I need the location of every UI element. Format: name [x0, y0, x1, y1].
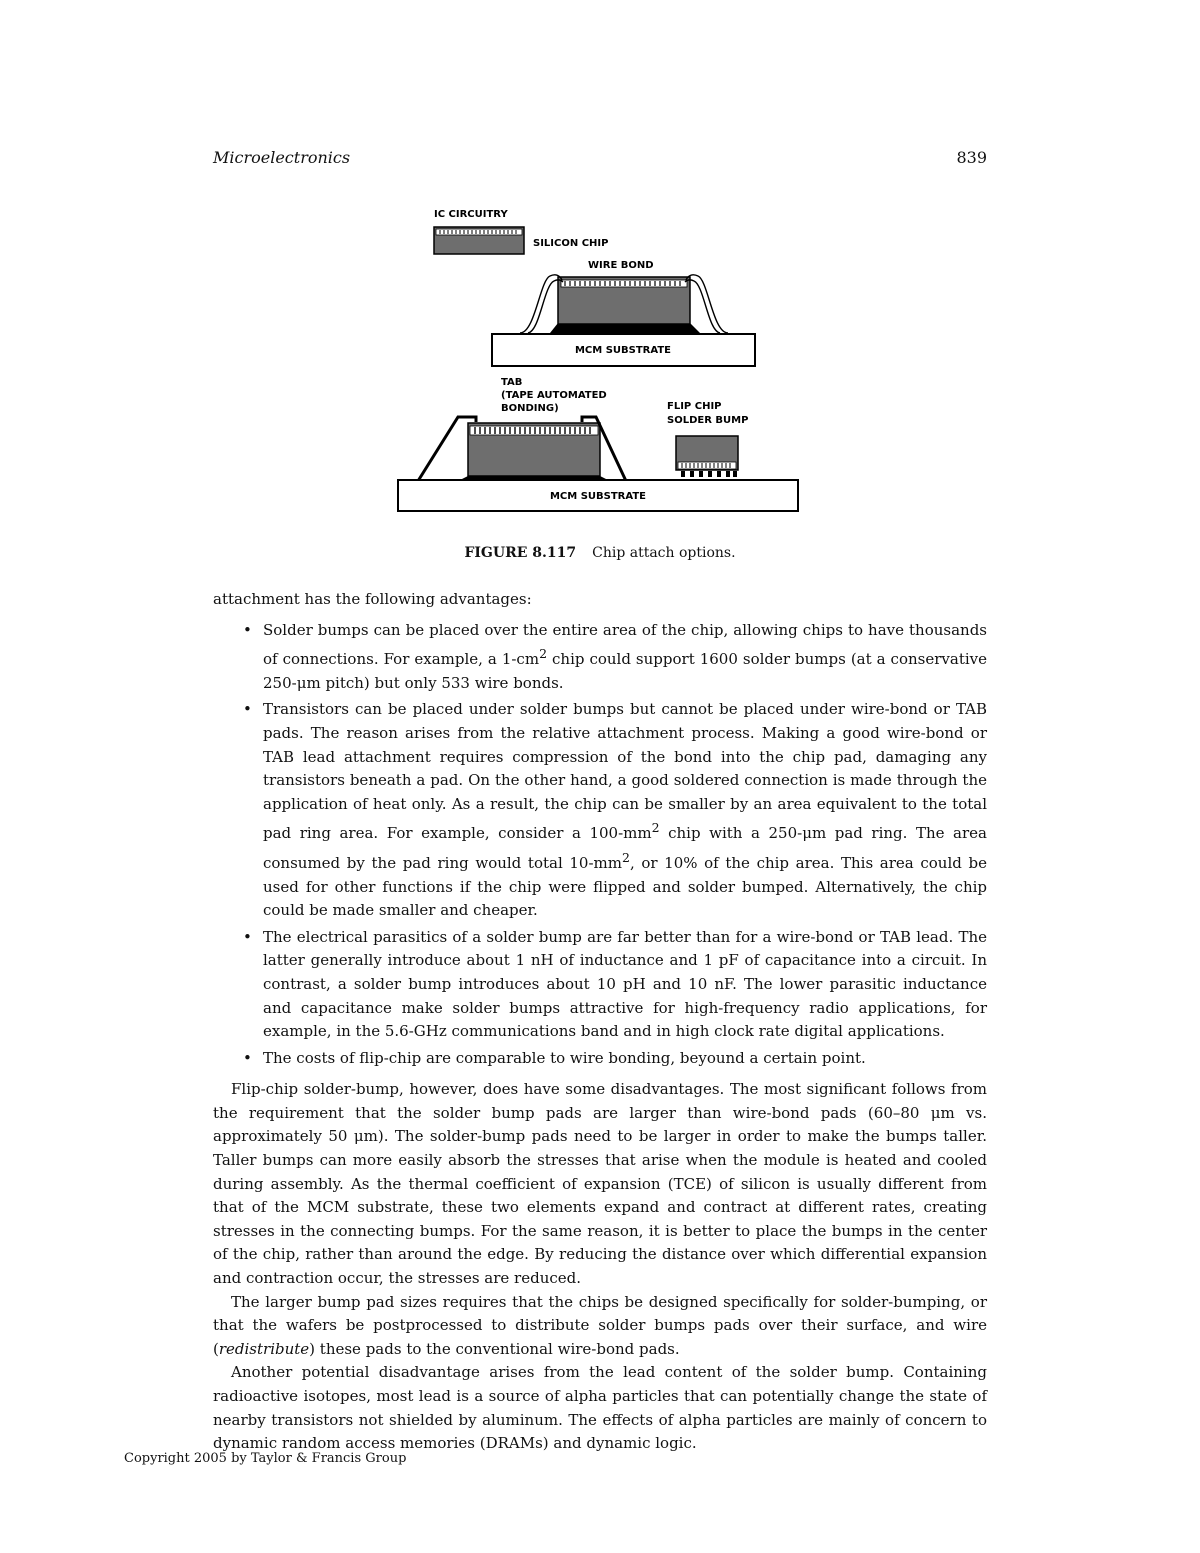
- figure-label: FIGURE 8.117: [464, 545, 577, 561]
- label-flip-chip: FLIP CHIP: [667, 401, 722, 412]
- running-header: [213, 148, 987, 172]
- legend-ic-circuitry: [436, 229, 522, 235]
- label-wire-bond: WIRE BOND: [588, 260, 654, 271]
- label-ic-circuitry: IC CIRCUITRY: [434, 209, 508, 220]
- figure-chip-attach: [390, 200, 810, 520]
- chip-attach-diagram: [390, 200, 810, 520]
- paragraph: The larger bump pad sizes requires that the chips be designed specifically for solder-bumping, or that the wafers be postprocessed to distribute solder bumps pads over their surface, and wire (redistribute) these pads to the conventional wire-bond pads.: [213, 1292, 987, 1358]
- solder-bumps: [681, 471, 737, 477]
- label-tab-line2: (TAPE AUTOMATED: [501, 390, 607, 401]
- flip-chip-ic-circuitry: [678, 462, 736, 469]
- label-tab-line1: TAB: [501, 377, 523, 388]
- page-number: 839: [956, 148, 987, 167]
- paragraph: Another potential disadvantage arises from the lead content of the solder bump. Containing radioactive isotopes, most lead is a source of alpha particles that can potentially change the state of nearby transistors not shielded by aluminum. The effects of alpha particles are mainly of concern to dynamic random access memories (DRAMs) and dynamic logic.: [213, 1363, 987, 1453]
- wire-bond-left-outer: [520, 275, 562, 333]
- figure-caption: [213, 545, 987, 561]
- label-mcm-substrate-bottom: MCM SUBSTRATE: [549, 491, 647, 502]
- wire-bond-right-outer: [686, 275, 728, 333]
- copyright-footer: Copyright 2005 by Taylor & Francis Group: [124, 1451, 407, 1466]
- advantages-list: [213, 619, 987, 1071]
- figure-caption-text: Chip attach options.: [592, 545, 736, 561]
- tab-ic-circuitry: [470, 426, 598, 435]
- label-mcm-substrate-top: MCM SUBSTRATE: [574, 345, 672, 356]
- section-title: Microelectronics: [213, 148, 351, 167]
- label-solder-bump: SOLDER BUMP: [667, 415, 749, 426]
- label-tab-line3: BONDING): [501, 403, 559, 414]
- body-text: [213, 588, 987, 1456]
- list-item: • The costs of flip-chip are comparable to wire bonding, beyound a certain point.: [263, 1047, 987, 1071]
- label-silicon-chip: SILICON CHIP: [533, 238, 609, 249]
- list-item: • Transistors can be placed under solder bumps but cannot be placed under wire-bond or TAB pads. The reason arises from the relative attachment process. Making a good wire-bond or TAB lead attachment requires compression of the bond into the chip pad, damaging any transistors beneath a pad. On the other hand, a good soldered connection is made through the application of heat only. As a result, the chip can be smaller by an area equivalent to the total pad ring area. For example, consider a $100-mm^2$ chip with a 250-μm pad ring. The area consumed by the pad ring would total $10-mm^2$, or 10% of the chip area. This area could be used for other functions if the chip were flipped and solder bumped. Alternatively, the chip could be made smaller and cheaper.: [263, 698, 987, 922]
- list-item: • Solder bumps can be placed over the entire area of the chip, allowing chips to have thousands of connections. For example, a $1-cm^2$ chip could support 1600 solder bumps (at a conservative 250-μm pitch) but only 533 wire bonds.: [263, 619, 987, 696]
- list-item: • The electrical parasitics of a solder bump are far better than for a wire-bond or TAB lead. The latter generally introduce about 1 nH of inductance and 1 pF of capacitance into a circuit. In contrast, a solder bump introduces about 10 pH and 10 nF. The lower parasitic inductance and capacitance make solder bumps attractive for high-frequency radio applications, for example, in the 5.6-GHz communications band and in high clock rate digital applications.: [263, 926, 987, 1044]
- intro-line: attachment has the following advantages:: [213, 590, 532, 608]
- paragraph: Flip-chip solder-bump, however, does have some disadvantages. The most significant follows from the requirement that the solder bump pads are larger than wire-bond pads (60–80 μm vs. approximately 50 μm). The solder-bump pads need to be larger in order to make the bumps taller. Taller bumps can more easily absorb the stresses that arise when the module is heated and cooled during assembly. As the thermal coefficient of expansion (TCE) of silicon is usually different from that of the MCM substrate, these two elements expand and contract at different rates, creating stresses in the connecting bumps. For the same reason, it is better to place the bumps in the center of the chip, rather than around the edge. By reducing the distance over which differential expansion and contraction occur, the stresses are reduced.: [213, 1080, 987, 1288]
